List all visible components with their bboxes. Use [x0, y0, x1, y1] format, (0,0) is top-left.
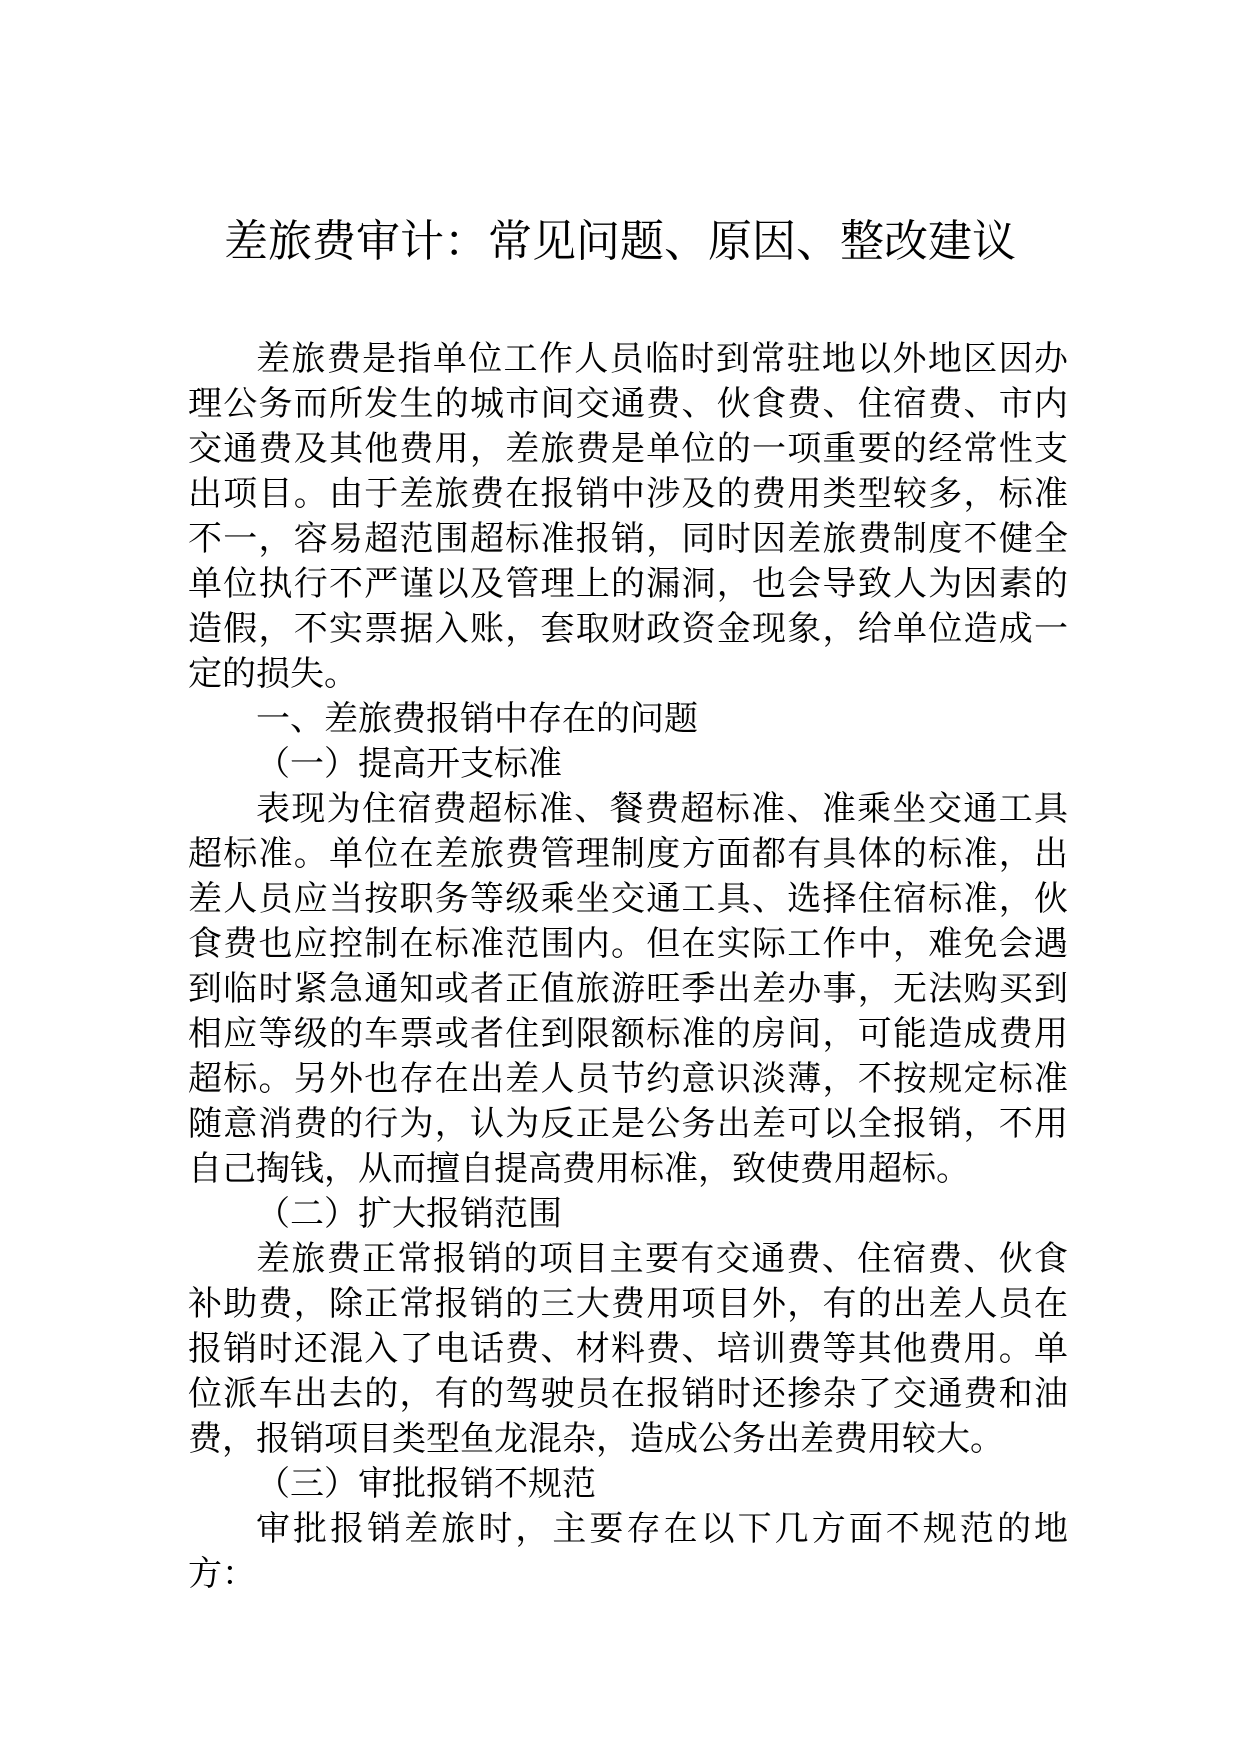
paragraph-irregular-approval: 审批报销差旅时，主要存在以下几方面不规范的地方： — [188, 1509, 1068, 1594]
document-title: 差旅费审计：常见问题、原因、整改建议 — [224, 216, 1016, 267]
subheading-irregular-approval: （三）审批报销不规范 — [256, 1464, 596, 1504]
subheading-raise-standards: （一）提高开支标准 — [256, 744, 562, 784]
section-heading-problems: 一、差旅费报销中存在的问题 — [256, 699, 698, 739]
document-body — [188, 337, 1068, 1597]
paragraph-raise-standards: 表现为住宿费超标准、餐费超标准、准乘坐交通工具超标准。单位在差旅费管理制度方面都有具体的标准，出差人员应当按职务等级乘坐交通工具、选择住宿标准，伙食费也应控制在标准范围内。但在实际工作中，难免会遇到临时紧急通知或者正值旅游旺季出差办事，无法购买到相应等级的车票或者住到限额标准的房间，可能造成费用超标。另外也存在出差人员节约意识淡薄，不按规定标准随意消费的行为，认为反正是公务出差可以全报销，不用自己掏钱，从而擅自提高费用标准，致使费用超标。 — [188, 789, 1068, 1189]
intro-paragraph: 差旅费是指单位工作人员临时到常驻地以外地区因办理公务而所发生的城市间交通费、伙食费、住宿费、市内交通费及其他费用，差旅费是单位的一项重要的经常性支出项目。由于差旅费在报销中涉及的费用类型较多，标准不一，容易超范围超标准报销，同时因差旅费制度不健全单位执行不严谨以及管理上的漏洞，也会导致人为因素的造假，不实票据入账，套取财政资金现象，给单位造成一定的损失。 — [188, 339, 1068, 694]
paragraph-expand-scope: 差旅费正常报销的项目主要有交通费、住宿费、伙食补助费，除正常报销的三大费用项目外，有的出差人员在报销时还混入了电话费、材料费、培训费等其他费用。单位派车出去的，有的驾驶员在报销时还掺杂了交通费和油费，报销项目类型鱼龙混杂，造成公务出差费用较大。 — [188, 1239, 1068, 1459]
subheading-expand-scope: （二）扩大报销范围 — [256, 1194, 562, 1234]
